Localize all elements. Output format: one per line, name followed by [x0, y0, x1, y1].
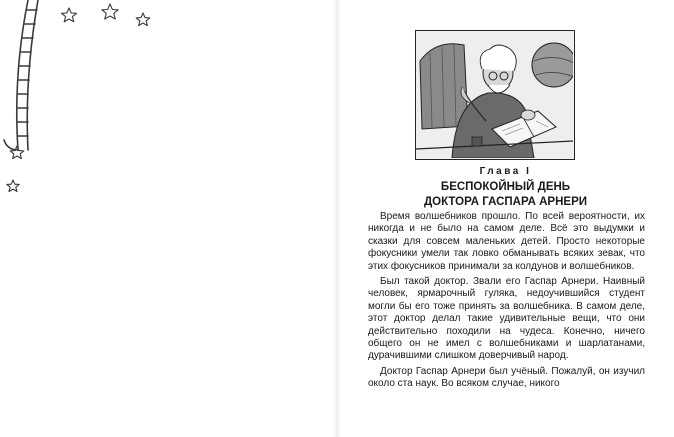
chapter-body — [368, 211, 645, 394]
star-icon — [102, 4, 118, 19]
chapter-number: Глава I — [479, 166, 532, 177]
ladder-icon — [4, 0, 38, 150]
star-icon — [62, 8, 77, 22]
paragraph: Время волшебников прошло. По всей вероятности, их никогда и не было на самом деле. Всё это выдумки и сказки для совсем маленьких детей. Просто некоторые фокусники умели так ловко обманывать всяких зевак, что этих фокусников принимали за колдунов и волшебников. — [368, 211, 645, 272]
old-man-reading-illustration — [416, 31, 573, 158]
star-icon — [10, 146, 24, 159]
chapter-title-line-1: БЕСПОКОЙНЫЙ ДЕНЬ — [440, 181, 571, 193]
paragraph: Доктор Гаспар Арнери был учёный. Пожалуй, он изучил около ста наук. Во всяком случае, никого — [368, 365, 645, 390]
right-page — [337, 0, 674, 437]
star-icon — [136, 13, 150, 26]
chapter-title-line-2: ДОКТОРА ГАСПАРА АРНЕРИ — [423, 196, 588, 208]
paragraph: Был такой доктор. Звали его Гаспар Арнери. Наивный человек, ярмарочный гуляка, недоучившийся студент могли бы его тоже принять за волшебника. В самом деле, этот доктор делал такие удивительные вещи, что они действительно походили на чудеса. Конечно, ничего общего он не имел с волшебниками и шарлатанами, дурачившими слишком доверчивый народ. — [368, 276, 645, 362]
star-icon — [7, 180, 19, 192]
chapter-title — [337, 180, 674, 210]
chapter-illustration — [415, 30, 575, 160]
